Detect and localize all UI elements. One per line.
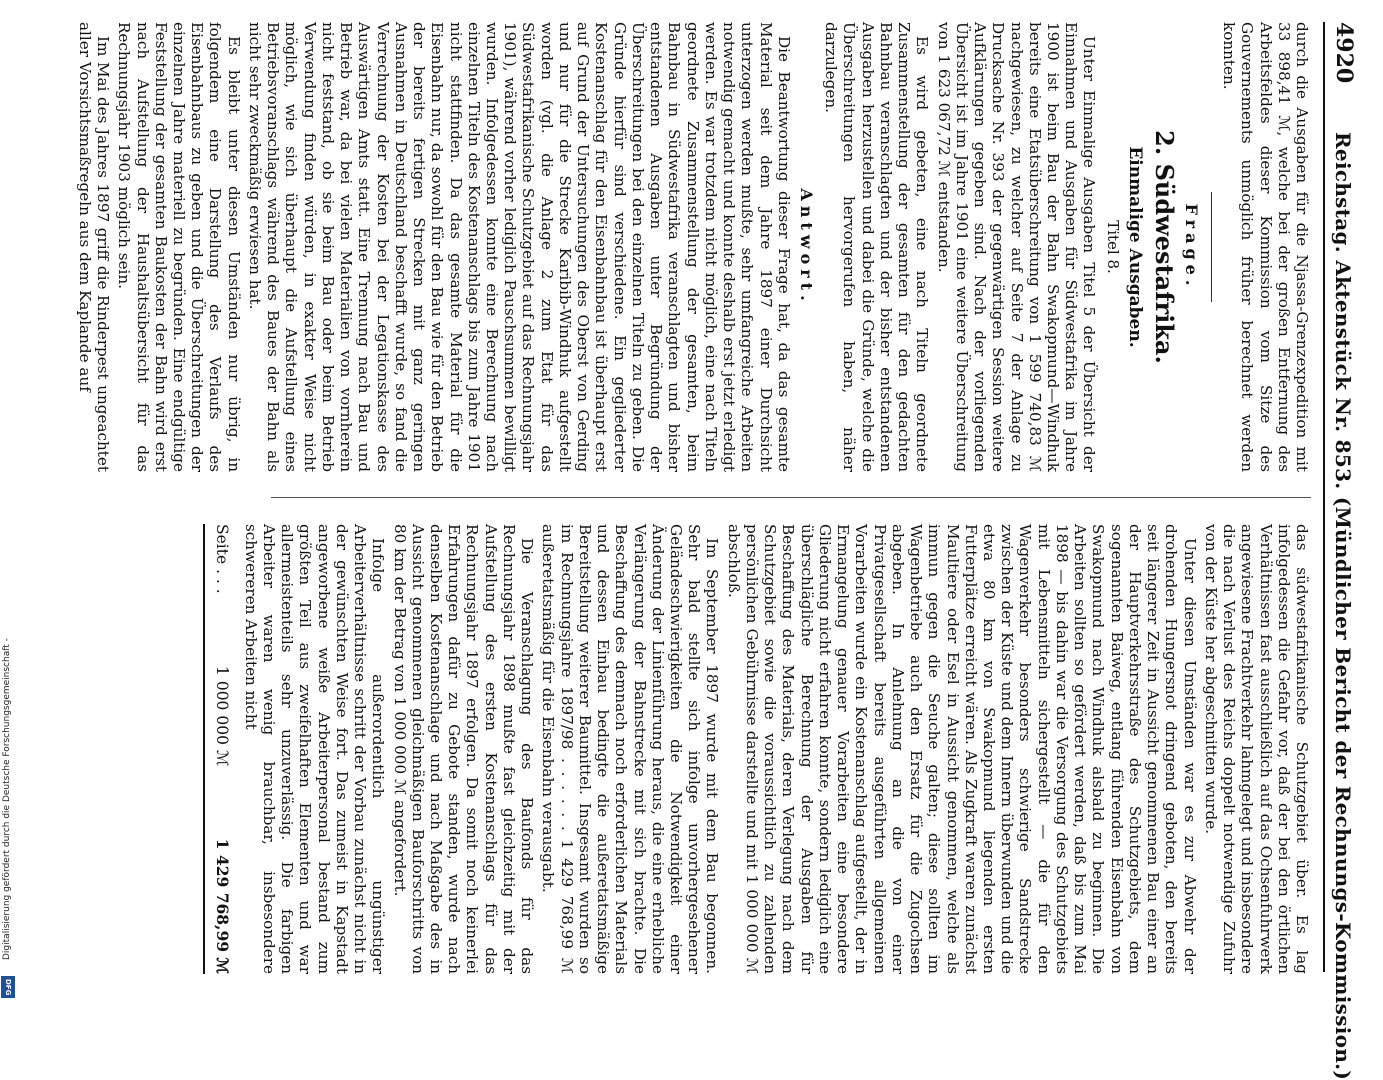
dfg-logo: DFG	[1, 976, 15, 998]
seite-label: Seite . . .	[213, 524, 232, 594]
closing-rule	[203, 524, 205, 974]
right-paragraph-4: Die Veranschlagung des Baufonds für das Rechnungsjahr 1898 mußte fast gleichzeitig mit der Aufstellung des ersten Kostenanschlags für das Rechnungsjahr 1897 erfolgen. Da somit noch keinerlei Erfahrungen dafür zu Gebote standen, wurde nach denselben Kostenanschlage und nach Maßgabe des in Aussicht genommenen gleichmäßigen Bauforschritts von 80 km der Betrag von 1 000 000 ℳ angefordert.	[390, 524, 537, 974]
right-paragraph-3: Im September 1897 wurde mit dem Bau begonnen. Sehr bald stellte sich infolge unvorhergesehener Geländeschwierigkeiten die Notwendigkeit einer Änderung der Linienführung heraus, die eine erhebliche Verlängerung der Bahnstrecke mit sich brachte. Die Beschaffung des demnach noch erforderlichen Materials und dessen Einbau bedingte die außeretatsmäßige Bereitstellung weiterer Baumittel. Insgesamt wurden so im Rechnungsjahre 1897/98 . . . . . . 1 429 768,99 ℳ außeretatsmäßig für die Eisenbahn verausgabt.	[539, 524, 722, 974]
right-paragraph-2: Unter diesen Umständen war es zur Abwehr der drohenden Hungersnot dringend geboten, den bereits seit längerer Zeit in Aussicht genommenen Bau einer an der Hauptverkehrsstraße des Schutzgebiets, dem sogenannten Baiweg, entlang führenden Eisenbahn von Swakopmund nach Windhuk alsbald zu beginnen. Die Arbeiten sollten so gefördert werden, daß bis zum Mai 1898 — bis dahin war die Versorgung des Schutzgebiets mit Lebensmitteln sichergestellt — die für den Wagenverkehr besonders schwierige Sandstrecke zwischen der Küste und dem Innern überwunden und die etwa 80 km von Swakopmund liegenden ersten Futterplätze erreicht wären. Als Zugkraft waren zunächst Maultiere oder Esel in Aussicht genommen, welche als immun gegen die Seuche galten; diese sollten im Wagenbetriebe auch den Ersatz für die Zugochsen abgeben. In Anlehnung an die von einer Privatgesellschaft bereits ausgeführten allgemeinen Vorarbeiten wurde ein Kostenanschlag aufgestellt, der in Ermangelung genauer Vorarbeiten eine besondere Gliederung nicht erfahren konnte, sondern lediglich eine überschlägliche Berechnung der Ausgaben für Beschaffung des Materials, deren Verlegung nach dem Schutzgebiet sowie die voraussichtlich zu zahlenden persönlichen Gebührnisse darstellte und mit 1 000 000 ℳ abschloß.	[724, 524, 1199, 974]
left-paragraph-3: Es wird gebeten, eine nach Titeln geordnete Zusammenstellung der gesamten für den gedachten Bahnbau veranschlagten und der bisher entstandenen Ausgaben herzustellen und dabei die Gründe, welche die Überschreitungen hervorgerufen haben, näher darzulegen.	[822, 22, 932, 472]
total-value: 1 429 768,99 ℳ	[213, 838, 233, 974]
right-paragraph-1: das südwestafrikanische Schutzgebiet über. Es lag infolgedessen die Gefahr vor, daß der bei den örtlichen Verhältnissen fast ausschließlich auf das Ochsenfuhrwerk angewiesene Frachtverkehr lahmgelegt und insbesondere die nach Verlust des Reichs doppelt notwendige Zufuhr von der Küste her abgeschnitten wurde.	[1201, 524, 1311, 974]
column-divider	[271, 497, 1311, 498]
credit-text: Digitalisierung gefördert durch die Deutsche Forschungsgemeinschaft -	[2, 638, 12, 960]
page-header	[1315, 22, 1357, 1080]
left-paragraph-2: Unter Einmalige Ausgaben Titel 5 der Übersicht der Einnahmen und Ausgaben für Südwestafrika im Jahre 1900 ist beim Bau der Bahn Swakopmund—Windhuk bereits eine Etatsüberschreitung von 1 599 740,83 ℳ nachgewiesen, zu welcher auf Seite 7 der Anlage zu Drucksache Nr. 393 der gegenwärtigen Session weitere Aufklärungen gegeben sind. Nach der vorliegenden Übersicht ist im Jahre 1901 eine weitere Überschreitung von 1 623 067,72 ℳ entstanden.	[934, 22, 1099, 472]
left-column	[73, 22, 1311, 472]
left-paragraph-4: Die Beantwortung dieser Frage hat, da das gesamte Material seit dem Jahre 1897 einer Durchsicht unterzogen werden mußte, sehr umfangreiche Arbeiten notwendig gemacht und konnte deshalb erst jetzt erledigt werden. Es war trotzdem nicht möglich, eine nach Titeln geordnete Zusammenstellung der gesamten, beim Bahnbau in Südwestafrika veranschlagten und bisher entstandenen Ausgaben unter Begründung der Überschreitungen bei den einzelnen Titeln zu geben. Die Gründe hierfür sind verschiedene. Ein gegliederter Kostenanschlag für den Eisenbahnbau ist überhaupt erst auf Grund der Untersuchungen des Oberst von Gerding und nur für die Strecke Karibib-Windhuk aufgestellt worden (vgl. die Anlage 2 zum Etat für das Südwestafrikanische Schutzgebiet auf das Rechnungsjahr 1901), während vorher lediglich Pauschsummen bewilligt wurden. Infolgedessen konnte eine Berechnung nach einzelnen Titeln des Kostenanschlags bis zum Jahre 1901 nicht stattfinden. Da das gesamte Material für die Eisenbahn nur, da sowohl für den Bau wie für den Betrieb der bereits fertigen Strecken mit ganz geringen Ausnahmen in Deutschland beschafft wurde, so fand die Verrechnung der Kosten bei der Legationskasse des Auswärtigen Amts statt. Eine Trennung nach Bau und Betrieb war, da bei vielen Materialien von vornherein nicht feststand, ob sie beim Bau oder beim Betrieb Verwendung finden würden, in exakter Weise nicht möglich, wie sich überhaupt die Aufstellung eines Betriebsvoranschlags während des Baues der Bahn als nicht sehr zweckmäßig erwiesen hat.	[245, 22, 793, 472]
antwort-heading: Antwort.	[796, 188, 816, 306]
titel-heading: Titel 8.	[1104, 220, 1123, 274]
left-paragraph-1: durch die Ausgaben für die Njassa-Grenzexpedition mit 33 898,41 ℳ, welche bei der großen Entfernung des Arbeitsfeldes dieser Kommission vom Sitze des Gouvernements unmöglich früher berechnet werden konnten.	[1220, 22, 1311, 472]
side-credit	[0, 0, 16, 1000]
frage-heading: Frage.	[1181, 203, 1201, 291]
scanned-page	[23, 0, 1373, 1080]
seite-value: 1 000 000 ℳ	[213, 666, 232, 767]
left-paragraph-5: Es bleibt unter diesen Umständen nur übrig, in folgendem eine Darstellung des Verlaufs des Eisenbahnbaus zu geben und die Überschreitungen der einzelnen Jahre materiell zu begründen. Eine endgültige Feststellung der gesamten Baukosten der Bahn wird erst nach Aufstellung der Haushaltsübersicht für das Rechnungsjahr 1903 möglich sein.	[115, 22, 243, 472]
right-column	[203, 524, 1311, 974]
page-title: Reichstag. Aktenstück Nr. 853. (Mündlicher Bericht der Rechnungs-Kommission.)	[1331, 132, 1355, 1080]
header-rule	[1323, 22, 1325, 972]
left-paragraph-6: Im Mai des Jahres 1897 griff die Rinderpest ungeachtet aller Vorsichtsmaßregeln aus dem Kaplande auf	[75, 22, 113, 472]
page-number: 4920	[1331, 22, 1357, 84]
right-paragraph-5: Infolge außerordentlich ungünstiger Arbeiterverhältnisse schritt der Vorbau zunächst nicht in der gewünschten Weise fort. Das zumeist in Kapstadt angeworbene weiße Arbeiterpersonal bestand zum größten Teil aus zweifelhaften Elementen und war allermeistenteils sehr unzuverlässig. Die farbigen Arbeiter waren wenig brauchbar, insbesondere schwereren Arbeiten nicht	[241, 524, 388, 974]
ausgaben-heading: Einmalige Ausgaben.	[1124, 146, 1145, 348]
region-heading: 2. Südwestafrika.	[1149, 130, 1179, 364]
section-divider	[1211, 192, 1212, 302]
sum-line	[213, 524, 232, 974]
